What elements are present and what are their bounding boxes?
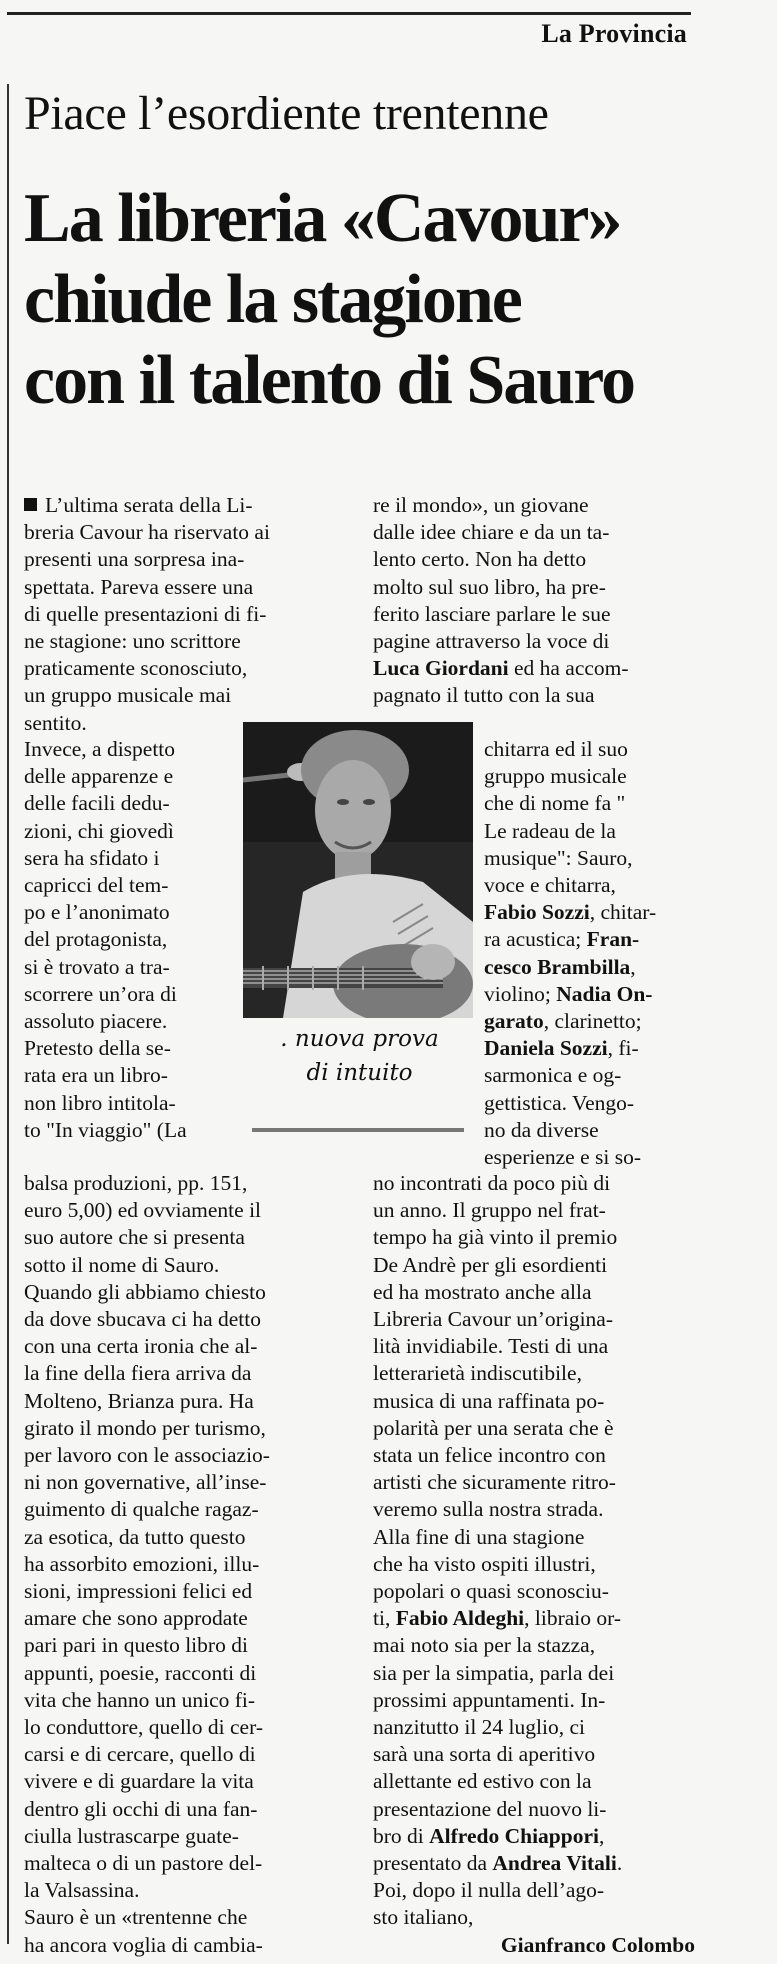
left-rule [7, 84, 9, 1944]
text-line: chitarra ed il suo [484, 737, 628, 761]
bullet-square-icon [24, 498, 37, 511]
text-line: Daniela Sozzi, fi- [484, 1036, 639, 1061]
headline [24, 178, 704, 421]
text-line: letterarietà indiscutibile, [373, 1361, 582, 1386]
text-line: stata un felice incontro con [373, 1443, 606, 1468]
column-left-top [24, 492, 354, 737]
text-line: to "In viaggio" (La [24, 1117, 187, 1142]
top-rule [7, 12, 691, 15]
text-line: per lavoro con le associazio- [24, 1443, 270, 1468]
text-line: spettata. Pareva essere una [24, 574, 254, 599]
masthead: La Provincia [541, 19, 687, 48]
text-line: un anno. Il gruppo nel frat- [373, 1198, 606, 1223]
text-line: De Andrè per gli esordienti [373, 1252, 608, 1277]
text-line: sotto il nome di Sauro. [24, 1252, 220, 1277]
text-line: sentito. [24, 710, 87, 735]
text-line: Fabio Sozzi, chitar- [484, 900, 657, 925]
column-left-middle [24, 736, 254, 1144]
text-line: lento certo. Non ha detto [373, 547, 587, 572]
headline-line: La libreria «Cavour» [24, 180, 621, 257]
text-line: sioni, impressioni felici ed [24, 1579, 253, 1604]
headline-line: chiude la stagione [24, 261, 521, 338]
text-line: esperienze e si so- [484, 1145, 641, 1170]
text-line: no da diverse [484, 1117, 599, 1142]
text-line: ni non governative, all’inse- [24, 1470, 267, 1495]
text-line: L’ultima serata della Li- [24, 492, 354, 519]
text-line: assoluto piacere. [24, 1009, 168, 1034]
signature: Gianfranco Colombo [500, 1932, 695, 1957]
text-line: cesco Brambilla, [484, 954, 636, 979]
text-line: guimento di qualche ragaz- [24, 1497, 259, 1522]
text-line: Quando gli abbiamo chiesto [24, 1279, 266, 1304]
text-line: mai noto sia per la stazza, [373, 1633, 596, 1658]
text-line: pari pari in questo libro di [24, 1633, 248, 1658]
text-line: za esotica, da tutto questo [24, 1524, 246, 1549]
text-line: si è trovato a tra- [24, 954, 170, 979]
photo-caption [252, 1022, 467, 1090]
text-line: breria Cavour ha riservato ai [24, 520, 270, 545]
text-line: delle apparenze e [24, 764, 174, 789]
text-line: capricci del tem- [24, 873, 169, 898]
text-line: no incontrati da poco più di [373, 1171, 611, 1195]
text-line: non libro intitola- [24, 1090, 176, 1115]
text-line: pagnato il tutto con la sua [373, 683, 595, 708]
text-line: praticamente sconosciuto, [24, 656, 248, 681]
text-line: amare che sono approdate [24, 1606, 248, 1631]
text-line: zioni, chi giovedì [24, 818, 174, 843]
caption-rule [252, 1128, 464, 1132]
text-line: vivere e di guardare la vita [24, 1769, 254, 1794]
caption-line: di intuito [306, 1060, 413, 1086]
column-right-top [373, 492, 695, 710]
text-line: malteca o di un pastore del- [24, 1851, 263, 1876]
text-line: ferito lasciare parlare le sue [373, 601, 611, 626]
text-line: balsa produzioni, pp. 151, [24, 1171, 248, 1195]
text-line: dentro gli occhi di una fan- [24, 1796, 258, 1821]
text-line: bro di Alfredo Chiappori, [373, 1823, 605, 1848]
text-line: rata era un libro- [24, 1063, 168, 1088]
text-line: gettistica. Vengo- [484, 1090, 635, 1115]
text-line: Molteno, Brianza pura. Ha [24, 1388, 254, 1413]
text-line: Poi, dopo il nulla dell’ago- [373, 1878, 605, 1903]
text-line: musica di una raffinata po- [373, 1388, 605, 1413]
text-line: di quelle presentazioni di fi- [24, 601, 267, 626]
column-right-bottom [373, 1170, 695, 1959]
text-line: delle facili dedu- [24, 791, 170, 816]
text-line: ciulla lustrascarpe guate- [24, 1823, 239, 1848]
text-line: ed ha mostrato anche alla [373, 1279, 592, 1304]
text-line: suo autore che si presenta [24, 1225, 245, 1250]
text-line: appunti, poesie, racconti di [24, 1660, 257, 1685]
text-line: Le radeau de la [484, 818, 616, 843]
text-line: euro 5,00) ed ovviamente il [24, 1198, 262, 1223]
musician-photo-illustration [243, 722, 473, 1018]
column-left-bottom [24, 1170, 354, 1959]
text-line: lo conduttore, quello di cer- [24, 1715, 263, 1740]
text-line: prossimi appuntamenti. In- [373, 1687, 606, 1712]
headline-line: con il talento di Sauro [24, 342, 635, 419]
text-line: ra acustica; Fran- [484, 927, 640, 952]
text-line: Invece, a dispetto [24, 737, 176, 761]
text-line: da dove sbucava ci ha detto [24, 1307, 262, 1332]
text-line: popolari o quasi sconosciu- [373, 1579, 609, 1604]
text-line: ha ancora voglia di cambia- [24, 1932, 263, 1957]
text-line: tempo ha già vinto il premio [373, 1225, 618, 1250]
text-line: polarità per una serata che è [373, 1415, 614, 1440]
text-line: violino; Nadia On- [484, 981, 653, 1006]
text-line: sera ha sfidato i [24, 845, 160, 870]
text-line: che di nome fa " [484, 791, 626, 816]
text-line: molto sul suo libro, ha pre- [373, 574, 606, 599]
column-right-middle [484, 736, 696, 1171]
text-line: dalle idee chiare e da un ta- [373, 520, 610, 545]
text-line: con una certa ironia che al- [24, 1334, 258, 1359]
text-line: lità invidiabile. Testi di una [373, 1334, 609, 1359]
text-line: artisti che sicuramente ritro- [373, 1470, 616, 1495]
text-line: Alla fine di una stagione [373, 1524, 585, 1549]
text-line: re il mondo», un giovane [373, 493, 589, 517]
text-line: che ha visto ospiti illustri, [373, 1551, 596, 1576]
text-line: la Valsassina. [24, 1878, 140, 1903]
text-line: carsi e di cercare, quello di [24, 1742, 256, 1767]
text-line: girato il mondo per turismo, [24, 1415, 266, 1440]
text-line: presenti una sorpresa ina- [24, 547, 245, 572]
text-line: allettante ed estivo con la [373, 1769, 592, 1794]
text-line: sarmonica e og- [484, 1063, 622, 1088]
text-line: vita che hanno un unico fi- [24, 1687, 256, 1712]
text-line: nanzitutto il 24 luglio, ci [373, 1715, 585, 1740]
text-line: ti, Fabio Aldeghi, libraio or- [373, 1606, 622, 1631]
text-line: sarà una sorta di aperitivo [373, 1742, 596, 1767]
text-line: garato, clarinetto; [484, 1009, 642, 1034]
text-line: Sauro è un «trentenne che [24, 1905, 248, 1930]
musician-photo [243, 722, 473, 1018]
text-line: Libreria Cavour un’origina- [373, 1307, 613, 1332]
text-line: del protagonista, [24, 927, 168, 952]
text-line: ne stagione: uno scrittore [24, 629, 241, 654]
text-line: gruppo musicale [484, 764, 627, 789]
text-line: la fine della fiera arriva da [24, 1361, 252, 1386]
text-line: sia per la simpatia, parla dei [373, 1660, 615, 1685]
text-line: presentato da Andrea Vitali. [373, 1851, 623, 1876]
text-line: veremo sulla nostra strada. [373, 1497, 604, 1522]
text-line: Pretesto della se- [24, 1036, 171, 1061]
text-line: scorrere un’ora di [24, 981, 177, 1006]
text-line: po e l’anonimato [24, 900, 170, 925]
text-line: ha assorbito emozioni, illu- [24, 1551, 260, 1576]
kicker-subtitle: Piace l’esordiente trentenne [24, 87, 549, 140]
caption-line: . nuova prova [280, 1026, 439, 1052]
text-line: pagine attraverso la voce di [373, 629, 610, 654]
text-line: un gruppo musicale mai [24, 683, 232, 708]
text-line: presentazione del nuovo li- [373, 1796, 607, 1821]
text-line: musique": Sauro, [484, 845, 633, 870]
text-line: Luca Giordani ed ha accom- [373, 656, 629, 681]
text-line: sto italiano, [373, 1905, 474, 1930]
text-line: voce e chitarra, [484, 873, 616, 898]
